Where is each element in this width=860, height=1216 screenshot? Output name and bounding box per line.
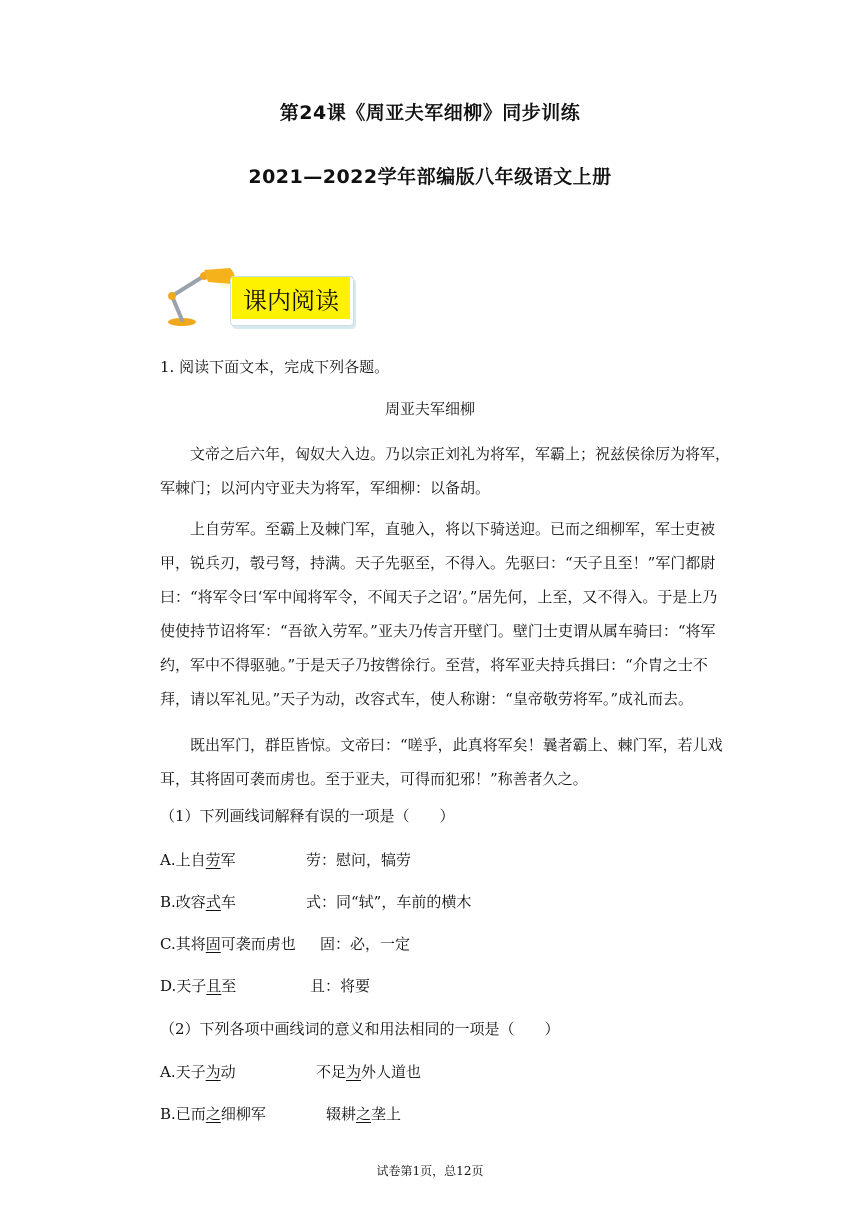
option-text: 至 <box>221 977 237 995</box>
option-gloss <box>316 1061 421 1082</box>
underlined-word: 之 <box>356 1105 372 1123</box>
passage-paragraph: 上自劳军。至霸上及棘门军，直驰入，将以下骑送迎。已而之细柳军，军士吏被甲，锐兵刃，彀弓弩，持满。天子先驱至，不得入。先驱曰：“天子且至！”军门都尉曰：“将军令曰‘军中闻将军令，不闻天子之诏’。”居先何，上至，又不得入。于是上乃使使持节诏将军：“吾欲入劳军。”亚夫乃传言开壁门。壁门士吏谓从属车骑曰：“将军约，军中不得驱驰。”于是天子乃按辔徐行。至营，将军亚夫持兵揖曰：“介胄之士不拜，请以军礼见。”天子为动，改容式车，使人称谢：“皇帝敬劳将军。”成礼而去。 <box>160 520 718 708</box>
underlined-word: 为 <box>205 1063 221 1081</box>
doc-subtitle: 2021—2022学年部编版八年级语文上册 <box>248 166 612 188</box>
option-text: 动 <box>220 1063 236 1081</box>
option-a[interactable] <box>160 1061 422 1082</box>
option-gloss: 式：同“轼”，车前的横木 <box>306 893 472 911</box>
underlined-word: 劳 <box>205 851 221 869</box>
option-letter: B. <box>160 893 176 911</box>
option-letter: B. <box>160 1105 176 1123</box>
section-badge: 课内阅读 <box>232 277 350 319</box>
option-text: 细柳军 <box>220 1105 266 1123</box>
option-text: 垄上 <box>371 1105 402 1123</box>
option-text: 辍耕 <box>326 1105 357 1123</box>
option-letter: A. <box>160 1063 176 1081</box>
option-text: 天子 <box>175 1063 206 1081</box>
option-letter: D. <box>160 977 177 995</box>
option-text: 改容 <box>175 893 206 911</box>
option-d[interactable] <box>160 975 371 996</box>
option-b[interactable] <box>160 1103 402 1124</box>
option-text: 军 <box>220 851 236 869</box>
option-text: 其将 <box>175 935 206 953</box>
passage-title: 周亚夫军细柳 <box>384 400 475 418</box>
underlined-word: 为 <box>346 1063 362 1081</box>
option-text: 可袭而虏也 <box>220 935 296 953</box>
option-text: 已而 <box>175 1105 206 1123</box>
question-intro: 1. 阅读下面文本，完成下列各题。 <box>160 358 390 376</box>
option-letter: C. <box>160 935 176 953</box>
doc-title: 第24课《周亚夫军细柳》同步训练 <box>279 102 581 124</box>
option-gloss: 固：必，一定 <box>320 935 411 953</box>
option-text: 天子 <box>176 977 207 995</box>
option-letter: A. <box>160 851 176 869</box>
option-text: 外人道也 <box>361 1063 422 1081</box>
passage-paragraph: 既出军门，群臣皆惊。文帝曰：“嗟乎，此真将军矣！曩者霸上、棘门军，若儿戏耳，其将固可袭而虏也。至于亚夫，可得而犯邪！”称善者久之。 <box>160 736 723 788</box>
option-text: 车 <box>220 893 236 911</box>
passage-paragraph: 文帝之后六年，匈奴大入边。乃以宗正刘礼为将军，军霸上；祝兹侯徐厉为将军，军棘门；以河内守亚夫为将军，军细柳：以备胡。 <box>160 445 731 497</box>
desk-lamp-icon <box>160 262 240 328</box>
option-text: 不足 <box>316 1063 347 1081</box>
option-gloss: 劳：慰问，犒劳 <box>306 851 412 869</box>
option-text: 上自 <box>175 851 206 869</box>
option-gloss <box>326 1103 401 1124</box>
sub-question-1-stem: （1）下列画线词解释有误的一项是（ ） <box>160 807 455 825</box>
underlined-word: 固 <box>205 935 221 953</box>
underlined-word: 之 <box>205 1105 221 1123</box>
underlined-word: 式 <box>205 893 221 911</box>
option-a[interactable] <box>160 849 412 870</box>
option-gloss: 且：将要 <box>310 977 371 995</box>
page-footer: 试卷第1页，总12页 <box>376 1164 484 1178</box>
sub-question-2-stem: （2）下列各项中画线词的意义和用法相同的一项是（ ） <box>160 1020 560 1038</box>
option-b[interactable] <box>160 891 472 912</box>
option-c[interactable] <box>160 933 411 954</box>
underlined-word: 且 <box>206 977 222 995</box>
